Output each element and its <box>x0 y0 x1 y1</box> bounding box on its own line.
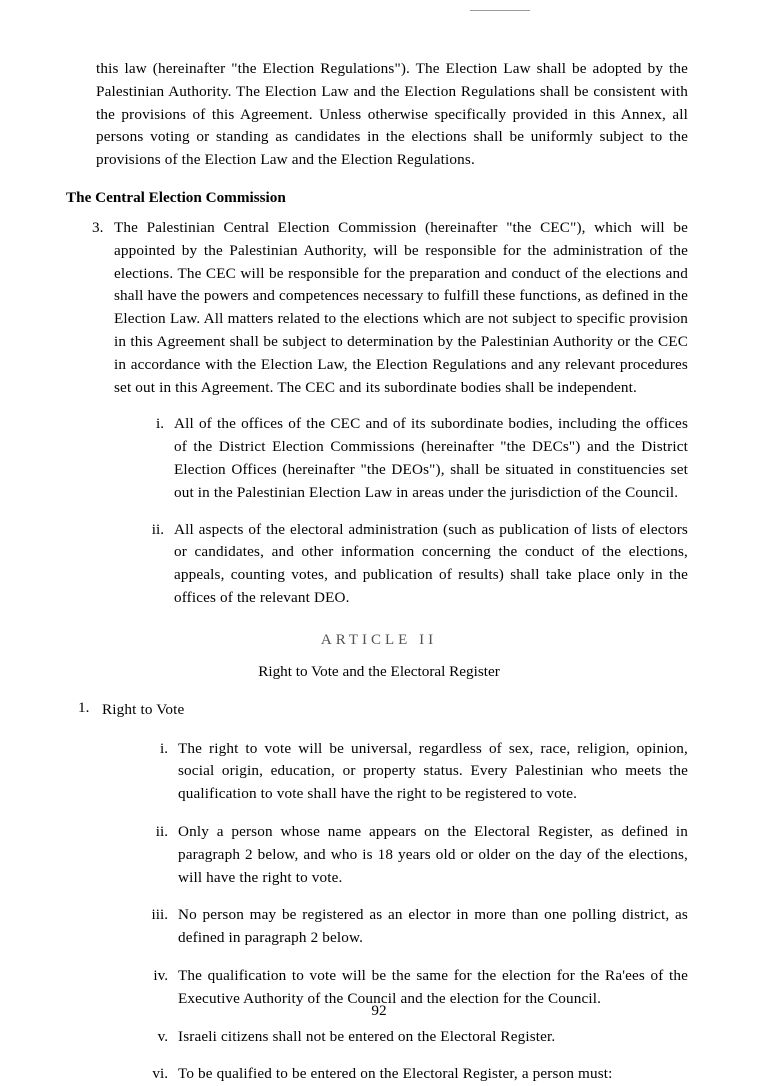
list-item-text: No person may be registered as an elector in more than one polling district, as defined in paragraph 2 below. <box>178 906 688 947</box>
list-item-marker: ii. <box>155 822 168 840</box>
list-item-text: Only a person whose name appears on the Electoral Register, as defined in paragraph 2 below, and who is 18 years old or older on the day of the elections, will have the right to vote. <box>178 822 688 886</box>
list-item <box>148 413 688 504</box>
list-item-marker: v. <box>157 1027 168 1045</box>
list-item-marker: vi. <box>152 1065 168 1083</box>
list-item-text: All of the offices of the CEC and of its subordinate bodies, including the offices of the District Election Commissions (hereinafter "the DECs") and the District Election Offices (hereinafter "the DEOs"), shall be situated in constituencies set out in the Palestinian Election Law in areas under the jurisdiction of the Council. <box>174 415 688 501</box>
list-item-text: To be qualified to be entered on the Electoral Register, a person must: <box>178 1065 613 1083</box>
clause-1-text: Right to Vote <box>102 700 185 718</box>
list-item-text: The qualification to vote will be the same for the election for the Ra'ees of the Executive Authority of the Council and the election for the Council. <box>178 966 688 1007</box>
clause-1 <box>78 699 692 722</box>
section-heading: The Central Election Commission <box>66 188 286 206</box>
top-rule-mark <box>470 10 530 11</box>
clause-3 <box>92 217 688 399</box>
list-item <box>148 1063 688 1086</box>
list-item-text: The right to vote will be universal, regardless of sex, race, religion, opinion, social origin, education, or property status. Every Palestinian who meets the qualification to vote shall have the right to be registered to vote. <box>178 739 688 803</box>
list-item <box>148 821 688 889</box>
list-item <box>148 519 688 610</box>
list-item <box>148 1026 688 1049</box>
list-item-marker: iv. <box>153 966 168 984</box>
list-item-marker: i. <box>159 739 168 757</box>
list-item-marker: i. <box>155 415 164 433</box>
list-item-marker: ii. <box>151 520 164 538</box>
intro-paragraph: this law (hereinafter "the Election Regulations"). The Election Law shall be adopted by the Palestinian Authority. The Election Law and the Election Regulations shall be consistent with the provisions of this Agreement. Unless otherwise specifically provided in this Annex, all persons voting or standing as candidates in the elections shall be uniformly subject to the provisions of the Election Law and the Election Regulations. <box>96 60 688 169</box>
clause-1-sub-list <box>148 738 688 1086</box>
article-heading-degraded: ARTICLE II <box>320 631 438 648</box>
list-item <box>148 738 688 806</box>
clause-3-text: The Palestinian Central Election Commission (hereinafter "the CEC"), which will be appointed by the Palestinian Authority, will be responsible for the administration of the elections. The CEC will be responsible for the preparation and conduct of the elections and shall have the powers and competences necessary to fulfill these functions, as defined in the Election Law. All matters related to the elections which are not subject to specific provision in this Agreement shall be subject to determination by the Palestinian Authority or the CEC in accordance with the Election Law, the Election Regulations and any relevant procedures set out in this Agreement. The CEC and its subordinate bodies shall be independent. <box>114 218 688 396</box>
clause-1-number: 1. <box>78 698 90 716</box>
clause-3-sub-list <box>148 413 688 609</box>
clause-3-number: 3. <box>92 218 104 236</box>
list-item-text: Israeli citizens shall not be entered on the Electoral Register. <box>178 1027 556 1045</box>
list-item <box>148 904 688 950</box>
list-item-text: All aspects of the electoral administration (such as publication of lists of electors or candidates, and other information concerning the conduct of the elections, appeals, counting votes, and publication of results) shall take place only in the offices of the relevant DEO. <box>174 520 688 606</box>
page-number: 92 <box>371 1002 387 1019</box>
list-item-marker: iii. <box>151 906 168 924</box>
article-title: Right to Vote and the Electoral Register <box>258 662 500 680</box>
